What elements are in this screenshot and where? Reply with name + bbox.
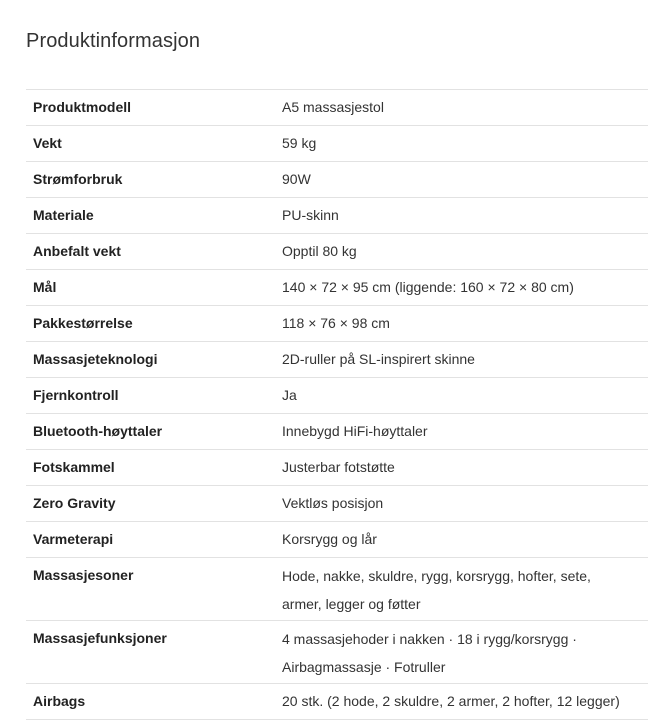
spec-value: Innebygd HiFi-høyttaler bbox=[282, 423, 428, 439]
spec-value: 90W bbox=[282, 171, 311, 187]
product-spec-table bbox=[26, 89, 648, 720]
spec-value: Korsrygg og lår bbox=[282, 531, 377, 547]
table-row bbox=[26, 126, 648, 162]
table-row bbox=[26, 450, 648, 486]
spec-label: Vekt bbox=[33, 135, 62, 151]
spec-value: Vektløs posisjon bbox=[282, 495, 384, 511]
table-row bbox=[26, 90, 648, 126]
spec-value-line: Airbagmassasje · Fotruller bbox=[282, 659, 446, 675]
table-row bbox=[26, 414, 648, 450]
spec-label: Fotskammel bbox=[33, 459, 115, 475]
table-row bbox=[26, 378, 648, 414]
table-row bbox=[26, 234, 648, 270]
spec-label: Mål bbox=[33, 279, 57, 295]
spec-value: 2D-ruller på SL-inspirert skinne bbox=[282, 351, 475, 367]
table-row bbox=[26, 558, 648, 621]
spec-value: Opptil 80 kg bbox=[282, 243, 357, 259]
table-row bbox=[26, 198, 648, 234]
spec-label: Zero Gravity bbox=[33, 495, 116, 511]
spec-label: Materiale bbox=[33, 207, 94, 223]
spec-label: Massasjeteknologi bbox=[33, 351, 158, 367]
spec-label: Varmeterapi bbox=[33, 531, 114, 547]
page-title: Produktinformasjon bbox=[26, 30, 201, 52]
spec-value: PU-skinn bbox=[282, 207, 339, 223]
table-row bbox=[26, 306, 648, 342]
spec-label: Anbefalt vekt bbox=[33, 243, 121, 259]
spec-value-line: armer, legger og føtter bbox=[282, 596, 421, 612]
table-row bbox=[26, 342, 648, 378]
spec-value: 140 × 72 × 95 cm (liggende: 160 × 72 × 80 cm) bbox=[282, 279, 574, 295]
spec-label: Massasjesoner bbox=[33, 567, 134, 583]
spec-value-line: 4 massasjehoder i nakken · 18 i rygg/korsrygg · bbox=[282, 631, 577, 647]
spec-value: 20 stk. (2 hode, 2 skuldre, 2 armer, 2 hofter, 12 legger) bbox=[282, 693, 620, 709]
spec-value: A5 massasjestol bbox=[282, 99, 384, 115]
spec-value: 118 × 76 × 98 cm bbox=[282, 315, 390, 331]
spec-value bbox=[276, 621, 648, 684]
spec-label: Pakkestørrelse bbox=[33, 315, 133, 331]
table-row bbox=[26, 621, 648, 684]
spec-value: Ja bbox=[282, 387, 297, 403]
spec-label: Massasjefunksjoner bbox=[33, 630, 167, 646]
table-row bbox=[26, 270, 648, 306]
spec-label: Strømforbruk bbox=[33, 171, 123, 187]
spec-label: Produktmodell bbox=[33, 99, 132, 115]
spec-label: Fjernkontroll bbox=[33, 387, 119, 403]
spec-label: Airbags bbox=[33, 693, 86, 709]
spec-value bbox=[276, 558, 648, 621]
spec-value-line: Hode, nakke, skuldre, rygg, korsrygg, hofter, sete, bbox=[282, 568, 591, 584]
spec-value: 59 kg bbox=[282, 135, 317, 151]
table-row bbox=[26, 684, 648, 720]
spec-value: Justerbar fotstøtte bbox=[282, 459, 395, 475]
table-row bbox=[26, 162, 648, 198]
table-row bbox=[26, 486, 648, 522]
table-row bbox=[26, 522, 648, 558]
spec-label: Bluetooth-høyttaler bbox=[33, 423, 163, 439]
